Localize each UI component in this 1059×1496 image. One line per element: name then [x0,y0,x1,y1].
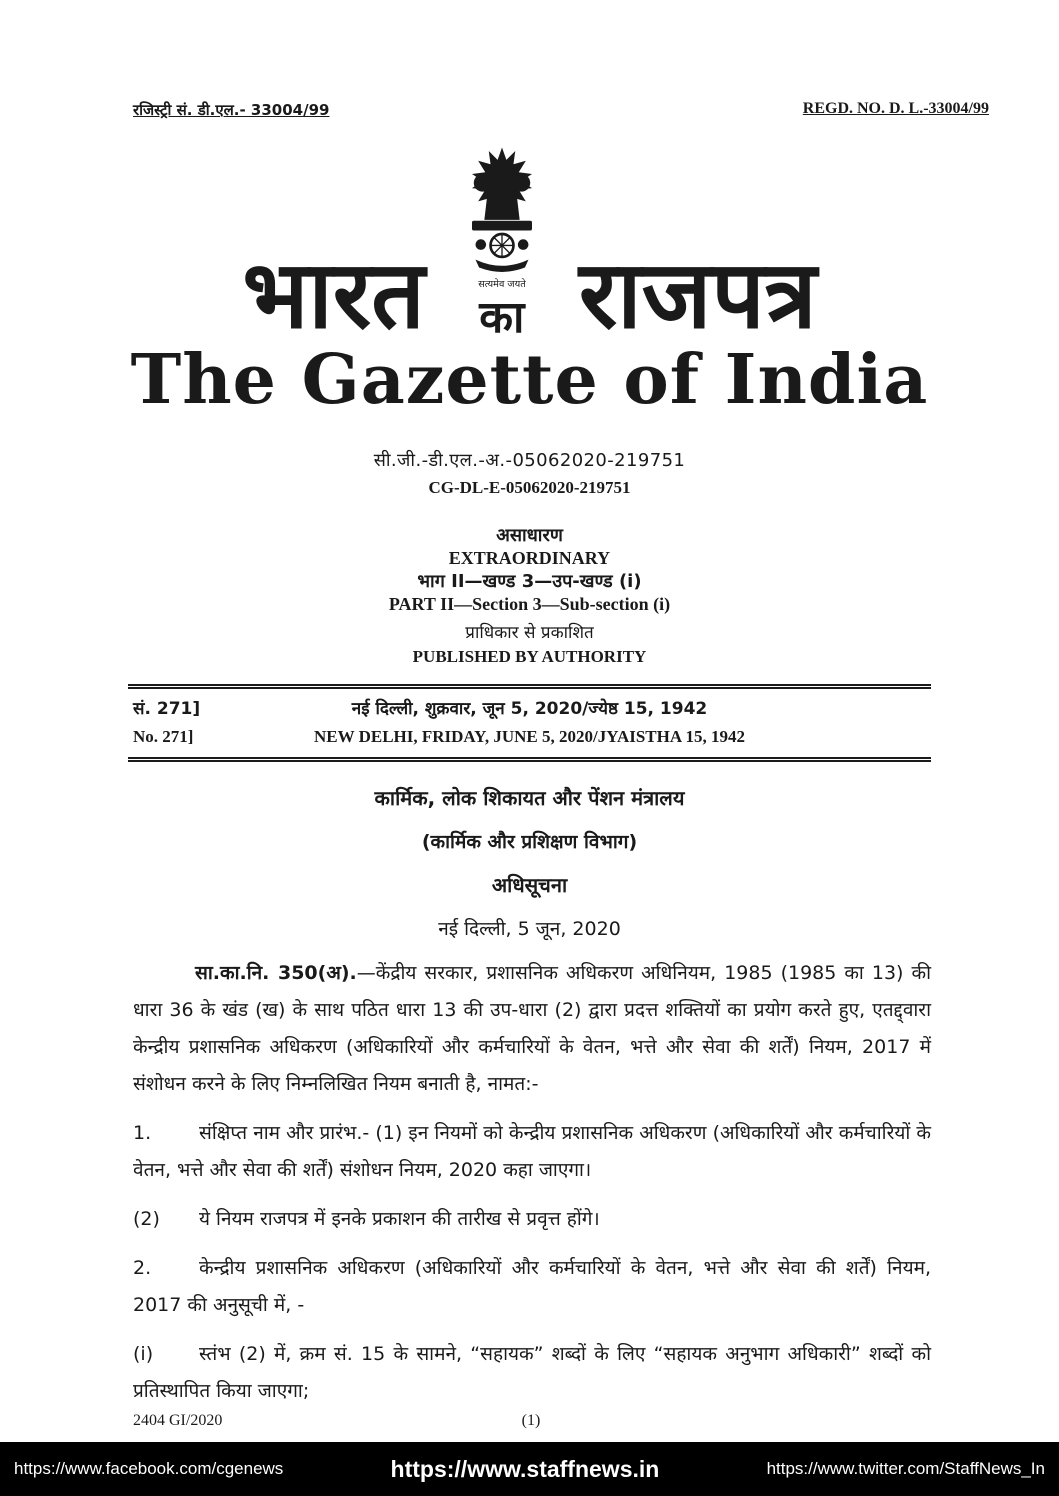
extraordinary-hindi: असाधारण [496,525,563,546]
issue-dateline-english: NEW DELHI, FRIDAY, JUNE 5, 2020/JYAISTHA 15, 1942 [314,727,745,746]
twitter-link[interactable]: https://www.twitter.com/StaffNews_In [766,1459,1045,1478]
issue-dateline-block [313,696,746,750]
page-footer-line [133,1412,929,1430]
rule-item-1-text: संक्षिप्त नाम और प्रारंभ.- (1) इन नियमों को केन्द्रीय प्रशासनिक अधिकरण (अधिकारियों और कर्मचारियों के वेतन, भत्ते और सेवा की शर्तें) संशोधन नियम, 2020 कहा जाएगा। [133,1122,931,1181]
rule-item-4 [133,1336,931,1410]
national-emblem-icon [449,144,555,294]
rule-item-1 [133,1115,931,1189]
department-heading: (कार्मिक और प्रशिक्षण विभाग) [421,831,638,853]
part-line-english: PART II—Section 3—Sub-section (i) [388,594,671,614]
masthead-title-hindi-right: राजपत्र [578,240,817,350]
rule-item-4-number: (i) [133,1343,154,1365]
notification-lead-paragraph [133,955,931,1103]
issue-number-english: No. 271] [133,727,194,746]
extraordinary-english: EXTRAORDINARY [448,548,611,568]
issue-number-hindi: सं. 271] [133,699,201,719]
masthead-title-english: The Gazette of India [130,340,929,420]
rule-item-2-text: ये नियम राजपत्र में इनके प्रकाशन की तारीख से प्रवृत्त होंगे। [199,1208,600,1230]
place-and-date: नई दिल्ली, 5 जून, 2020 [438,918,621,940]
rule-item-4-text: स्तंभ (2) में, क्रम सं. 15 के सामने, “सहायक” शब्दों के लिए “सहायक अनुभाग अधिकारी” शब्दों को प्रतिस्थापित किया जाएगा; [133,1343,931,1402]
part-line-hindi: भाग II—खण्ड 3—उप-खण्ड (i) [417,571,642,592]
gazette-id-english: CG-DL-E-05062020-219751 [428,478,631,497]
ministry-heading: कार्मिक, लोक शिकायत और पेंशन मंत्रालय [374,786,685,810]
masthead-title-hindi-middle: का [479,292,525,343]
authority-line-english: PUBLISHED BY AUTHORITY [412,647,647,666]
page-number: (1) [521,1412,541,1429]
rule-item-2 [133,1201,931,1238]
rule-item-3 [133,1250,931,1324]
gi-print-number: 2404 GI/2020 [133,1412,223,1429]
staffnews-link[interactable]: https://www.staffnews.in [390,1455,660,1482]
notification-body [0,955,1059,1410]
registration-row [0,0,1059,120]
divider-rule-bottom [128,757,931,762]
issue-row [0,689,1059,757]
registration-number-hindi: रजिस्ट्री सं. डी.एल.- 33004/99 [133,101,330,119]
emblem-motto-text: सत्यमेव जयते [478,278,526,290]
facebook-link[interactable]: https://www.facebook.com/cgenews [14,1459,284,1478]
footer-link-bar [0,1442,1059,1496]
gazette-id-hindi: सी.जी.-डी.एल.-अ.-05062020-219751 [373,450,686,471]
masthead [0,144,1059,350]
issue-number-block [133,696,313,750]
emblem-column [449,144,555,343]
masthead-title-hindi-left: भारत [242,240,425,350]
edition-block [0,524,1059,668]
rule-item-1-number: 1. [133,1122,152,1144]
rule-item-3-number: 2. [133,1257,152,1279]
issue-dateline-hindi: नई दिल्ली, शुक्रवार, जून 5, 2020/ज्येष्ठ 15, 1942 [351,699,708,719]
gazette-id-block [0,448,1059,498]
rule-item-3-text: केन्द्रीय प्रशासनिक अधिकरण (अधिकारियों और कर्मचारियों के वेतन, भत्ते और सेवा की शर्तें) नियम, 2017 की अनुसूची में, - [133,1257,931,1316]
lead-paragraph-text: —केंद्रीय सरकार, प्रशासनिक अधिकरण अधिनियम, 1985 (1985 का 13) की धारा 36 के खंड (ख) के साथ पठित धारा 13 की उप-धारा (2) द्वारा प्रदत्त शक्तियों का प्रयोग करते हुए, एतद्द्वारा केन्द्रीय प्रशासनिक अधिकरण (अधिकारियों और कर्मचारियों के वेतन, भत्ते और सेवा की शर्तें) नियम, 2017 में संशोधन करने के लिए निम्नलिखित नियम बनाती है, नामत:- [133,962,931,1095]
notification-title: अधिसूचना [491,873,568,897]
registration-number-english: REGD. NO. D. L.-33004/99 [802,100,989,117]
rule-item-2-number: (2) [133,1208,160,1230]
authority-line-hindi: प्राधिकार से प्रकाशित [465,623,594,643]
gsr-number: सा.का.नि. 350(अ). [195,962,357,984]
